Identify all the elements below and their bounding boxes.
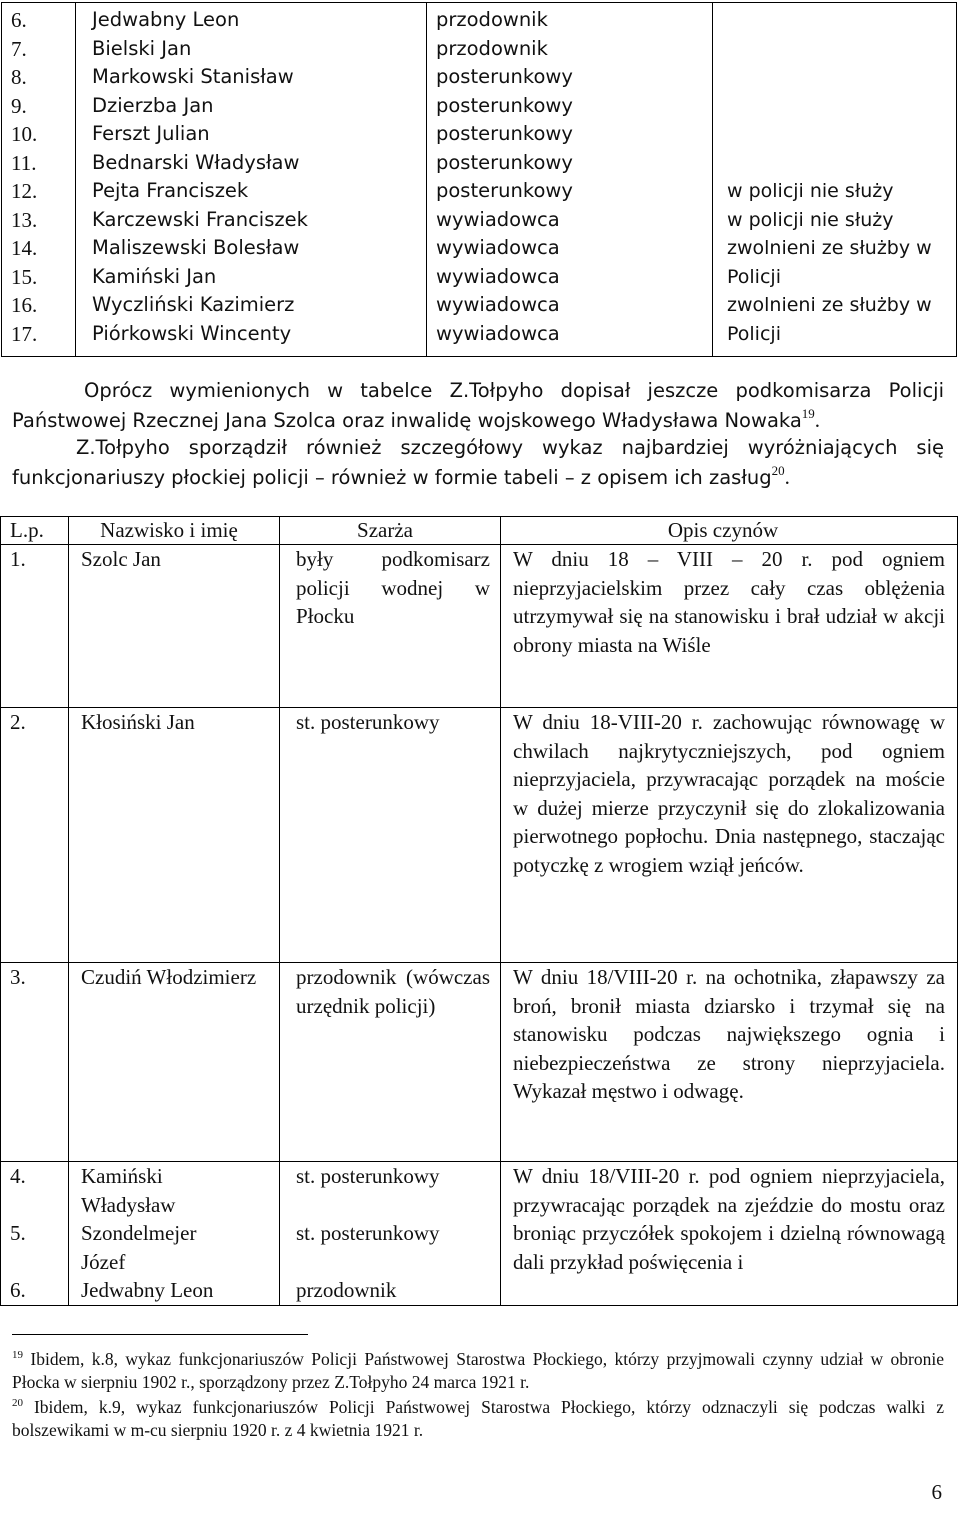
- officer-names: [69, 1162, 280, 1306]
- table-row: [2, 3, 957, 357]
- officer-rank: wywiadowca: [436, 321, 560, 345]
- officer-name: Bednarski Władysław: [92, 150, 300, 174]
- header-description: Opis czynów: [501, 517, 958, 545]
- row-number: 16.: [11, 293, 38, 317]
- footnote: [12, 1348, 944, 1394]
- row-number: 9.: [11, 93, 27, 118]
- officer-name: Kamiński Jan: [92, 264, 217, 288]
- officer-rank: [296, 1248, 490, 1277]
- row-numbers: [1, 1162, 69, 1306]
- officer-note: w policji nie służy: [727, 180, 894, 202]
- officer-rank: przodownik: [296, 1278, 397, 1303]
- officer-note: Policji: [727, 322, 781, 345]
- row-number: 7.: [11, 36, 27, 61]
- officer-name: Pejta Franciszek: [92, 179, 249, 202]
- paragraph-text: Z.Tołpyho sporządził również szczegółowy wykaz najbardziej wyróżniających się funkcjonariuszy płockiej policji – również w formie tabeli – z opisem ich zasług: [12, 436, 944, 489]
- header-rank: Szarża: [280, 517, 501, 545]
- officer-name: Czudiń Włodzimierz: [69, 963, 280, 1162]
- footnote-number: 19: [12, 1349, 23, 1361]
- officer-rank: st. posterunkowy: [296, 1164, 440, 1188]
- officer-name: Kamiński: [81, 1164, 163, 1188]
- officer-name: Jedwabny Leon: [92, 8, 240, 31]
- officer-ranks: [280, 1162, 501, 1306]
- row-number: 13.: [11, 207, 38, 232]
- rank-column: [427, 3, 713, 357]
- merits-table: [0, 516, 958, 1306]
- merit-description: W dniu 18/VIII-20 r. na ochotnika, złapawszy za broń, bronił miasta dziarsko i trzymał się na stanowisku podczas największego ognia i niebezpieczeństwa ze strony nieprzyjaciela. Wykazał męstwo i odwagę.: [501, 963, 958, 1162]
- row-number: 11.: [11, 150, 37, 175]
- row-number: 8.: [11, 65, 27, 89]
- merit-description: W dniu 18-VIII-20 r. zachowując równowagę w chwilach najkrytyczniejszych, pod ogniem nieprzyjaciela, przywracając porządek na moście w dużej mierze przyczynił się do zlokalizowania pierwotnego popłochu. Dnia następnego, staczając potyczkę z wrogiem wziął jeńców.: [501, 708, 958, 963]
- row-number: 3.: [1, 963, 69, 1162]
- paragraph-text: Oprócz wymienionych w tabelce Z.Tołpyho dopisał jeszcze podkomisarza Policji Państwowej Rzecznej Jana Szolca oraz inwalidę wojskowego Władysława Nowaka: [12, 379, 944, 432]
- officer-name: Wyczliński Kazimierz: [92, 293, 295, 316]
- table-row: [1, 545, 958, 708]
- officer-name: Maliszewski Bolesław: [92, 236, 300, 259]
- footnote-ref[interactable]: 19: [801, 405, 815, 421]
- header-name: Nazwisko i imię: [69, 517, 280, 545]
- header-number: L.p.: [1, 517, 69, 545]
- officer-rank: st. posterunkowy: [296, 1221, 440, 1246]
- officer-rank: przodownik: [436, 36, 548, 60]
- paragraph-end: .: [784, 464, 790, 489]
- footnote-ref[interactable]: 20: [771, 462, 785, 478]
- officer-rank: posterunkowy: [436, 179, 573, 202]
- officer-rank: przodownik: [436, 8, 548, 31]
- number-column: [2, 3, 76, 357]
- officer-rank: były podkomisarz policji wodnej w Płocku: [280, 545, 501, 708]
- row-number: 2.: [1, 708, 69, 963]
- footnote-separator: [12, 1334, 308, 1335]
- officers-table: [1, 2, 957, 357]
- officer-name: Ferszt Julian: [92, 122, 210, 145]
- merit-description: W dniu 18 – VIII – 20 r. pod ogniem nieprzyjacielskim przez cały czas oblężenia utrzymywał się na stanowisku i brał udział w akcji obrony miasta na Wiśle: [501, 545, 958, 708]
- footnote-number: 20: [12, 1397, 23, 1409]
- footnote-text: Ibidem, k.8, wykaz funkcjonariuszów Policji Państwowej Starostwa Płockiego, którzy przyjmowali czynny udział w obronie Płocka w sierpniu 1902 r., sporządzony przez Z.Tołpyho 24 marca 1921 r.: [12, 1349, 944, 1392]
- officer-name: Jedwabny Leon: [81, 1278, 214, 1303]
- officer-name: Bielski Jan: [92, 36, 192, 60]
- officer-name: Dzierzba Jan: [92, 93, 214, 117]
- officer-name: Piórkowski Wincenty: [92, 321, 292, 345]
- officer-rank: st. posterunkowy: [280, 708, 501, 963]
- row-number: 14.: [11, 236, 38, 260]
- row-number: 17.: [11, 321, 38, 346]
- row-number: 10.: [11, 122, 38, 146]
- officer-rank: posterunkowy: [436, 93, 573, 117]
- table-row: [1, 963, 958, 1162]
- row-number: 12.: [11, 179, 38, 203]
- table-row: [1, 1162, 958, 1306]
- table-header-row: [1, 517, 958, 545]
- row-number: 6.: [10, 1278, 26, 1303]
- officer-name: Kłosiński Jan: [69, 708, 280, 963]
- officer-rank: przodownik (wówczas urzędnik policji): [280, 963, 501, 1162]
- row-number: 5.: [10, 1221, 26, 1246]
- row-number: [10, 1191, 68, 1220]
- officer-note: zwolnieni ze służby w: [727, 237, 932, 259]
- body-paragraph: [12, 433, 944, 492]
- officer-rank: posterunkowy: [436, 65, 573, 88]
- officer-rank: wywiadowca: [436, 236, 560, 259]
- officer-name: Władysław: [81, 1192, 176, 1217]
- officer-name: Szolc Jan: [69, 545, 280, 708]
- row-number: [10, 1248, 68, 1277]
- row-number: 6.: [11, 8, 27, 32]
- paragraph-end: .: [814, 407, 821, 432]
- table-row: [1, 708, 958, 963]
- officer-note: w policji nie służy: [727, 208, 894, 231]
- page-number: 6: [931, 1480, 942, 1504]
- footnote: [12, 1396, 944, 1442]
- officer-rank: posterunkowy: [436, 150, 573, 174]
- row-number: 4.: [10, 1164, 26, 1188]
- officer-rank: wywiadowca: [436, 207, 560, 231]
- officer-rank: [296, 1191, 490, 1220]
- notes-column: [713, 3, 957, 357]
- row-number: 1.: [1, 545, 69, 708]
- officer-rank: wywiadowca: [436, 293, 560, 316]
- officer-name: Karczewski Franciszek: [92, 207, 308, 231]
- merit-description: W dniu 18/VIII-20 r. pod ogniem nieprzyjaciela, przywracając porządek na zjeździe do mostu oraz broniąc przyczółek spokojem i dzielną równowagą dali przykład poświęcenia i: [501, 1162, 958, 1306]
- officer-name: Szondelmejer: [81, 1221, 197, 1246]
- officer-rank: wywiadowca: [436, 264, 560, 288]
- officer-name: Markowski Stanisław: [92, 65, 294, 88]
- officer-name: Józef: [81, 1249, 126, 1274]
- officer-note: Policji: [727, 265, 781, 288]
- officer-rank: posterunkowy: [436, 122, 573, 145]
- footnote-text: Ibidem, k.9, wykaz funkcjonariuszów Policji Państwowej Starostwa Płockiego, którzy odznaczyli się podczas walki z bolszewikami w m-cu sierpniu 1920 r. z 4 kwietnia 1921 r.: [12, 1397, 944, 1440]
- body-paragraph: [12, 376, 944, 435]
- name-column: [76, 3, 427, 357]
- officer-note: zwolnieni ze służby w: [727, 294, 932, 316]
- row-number: 15.: [11, 264, 38, 289]
